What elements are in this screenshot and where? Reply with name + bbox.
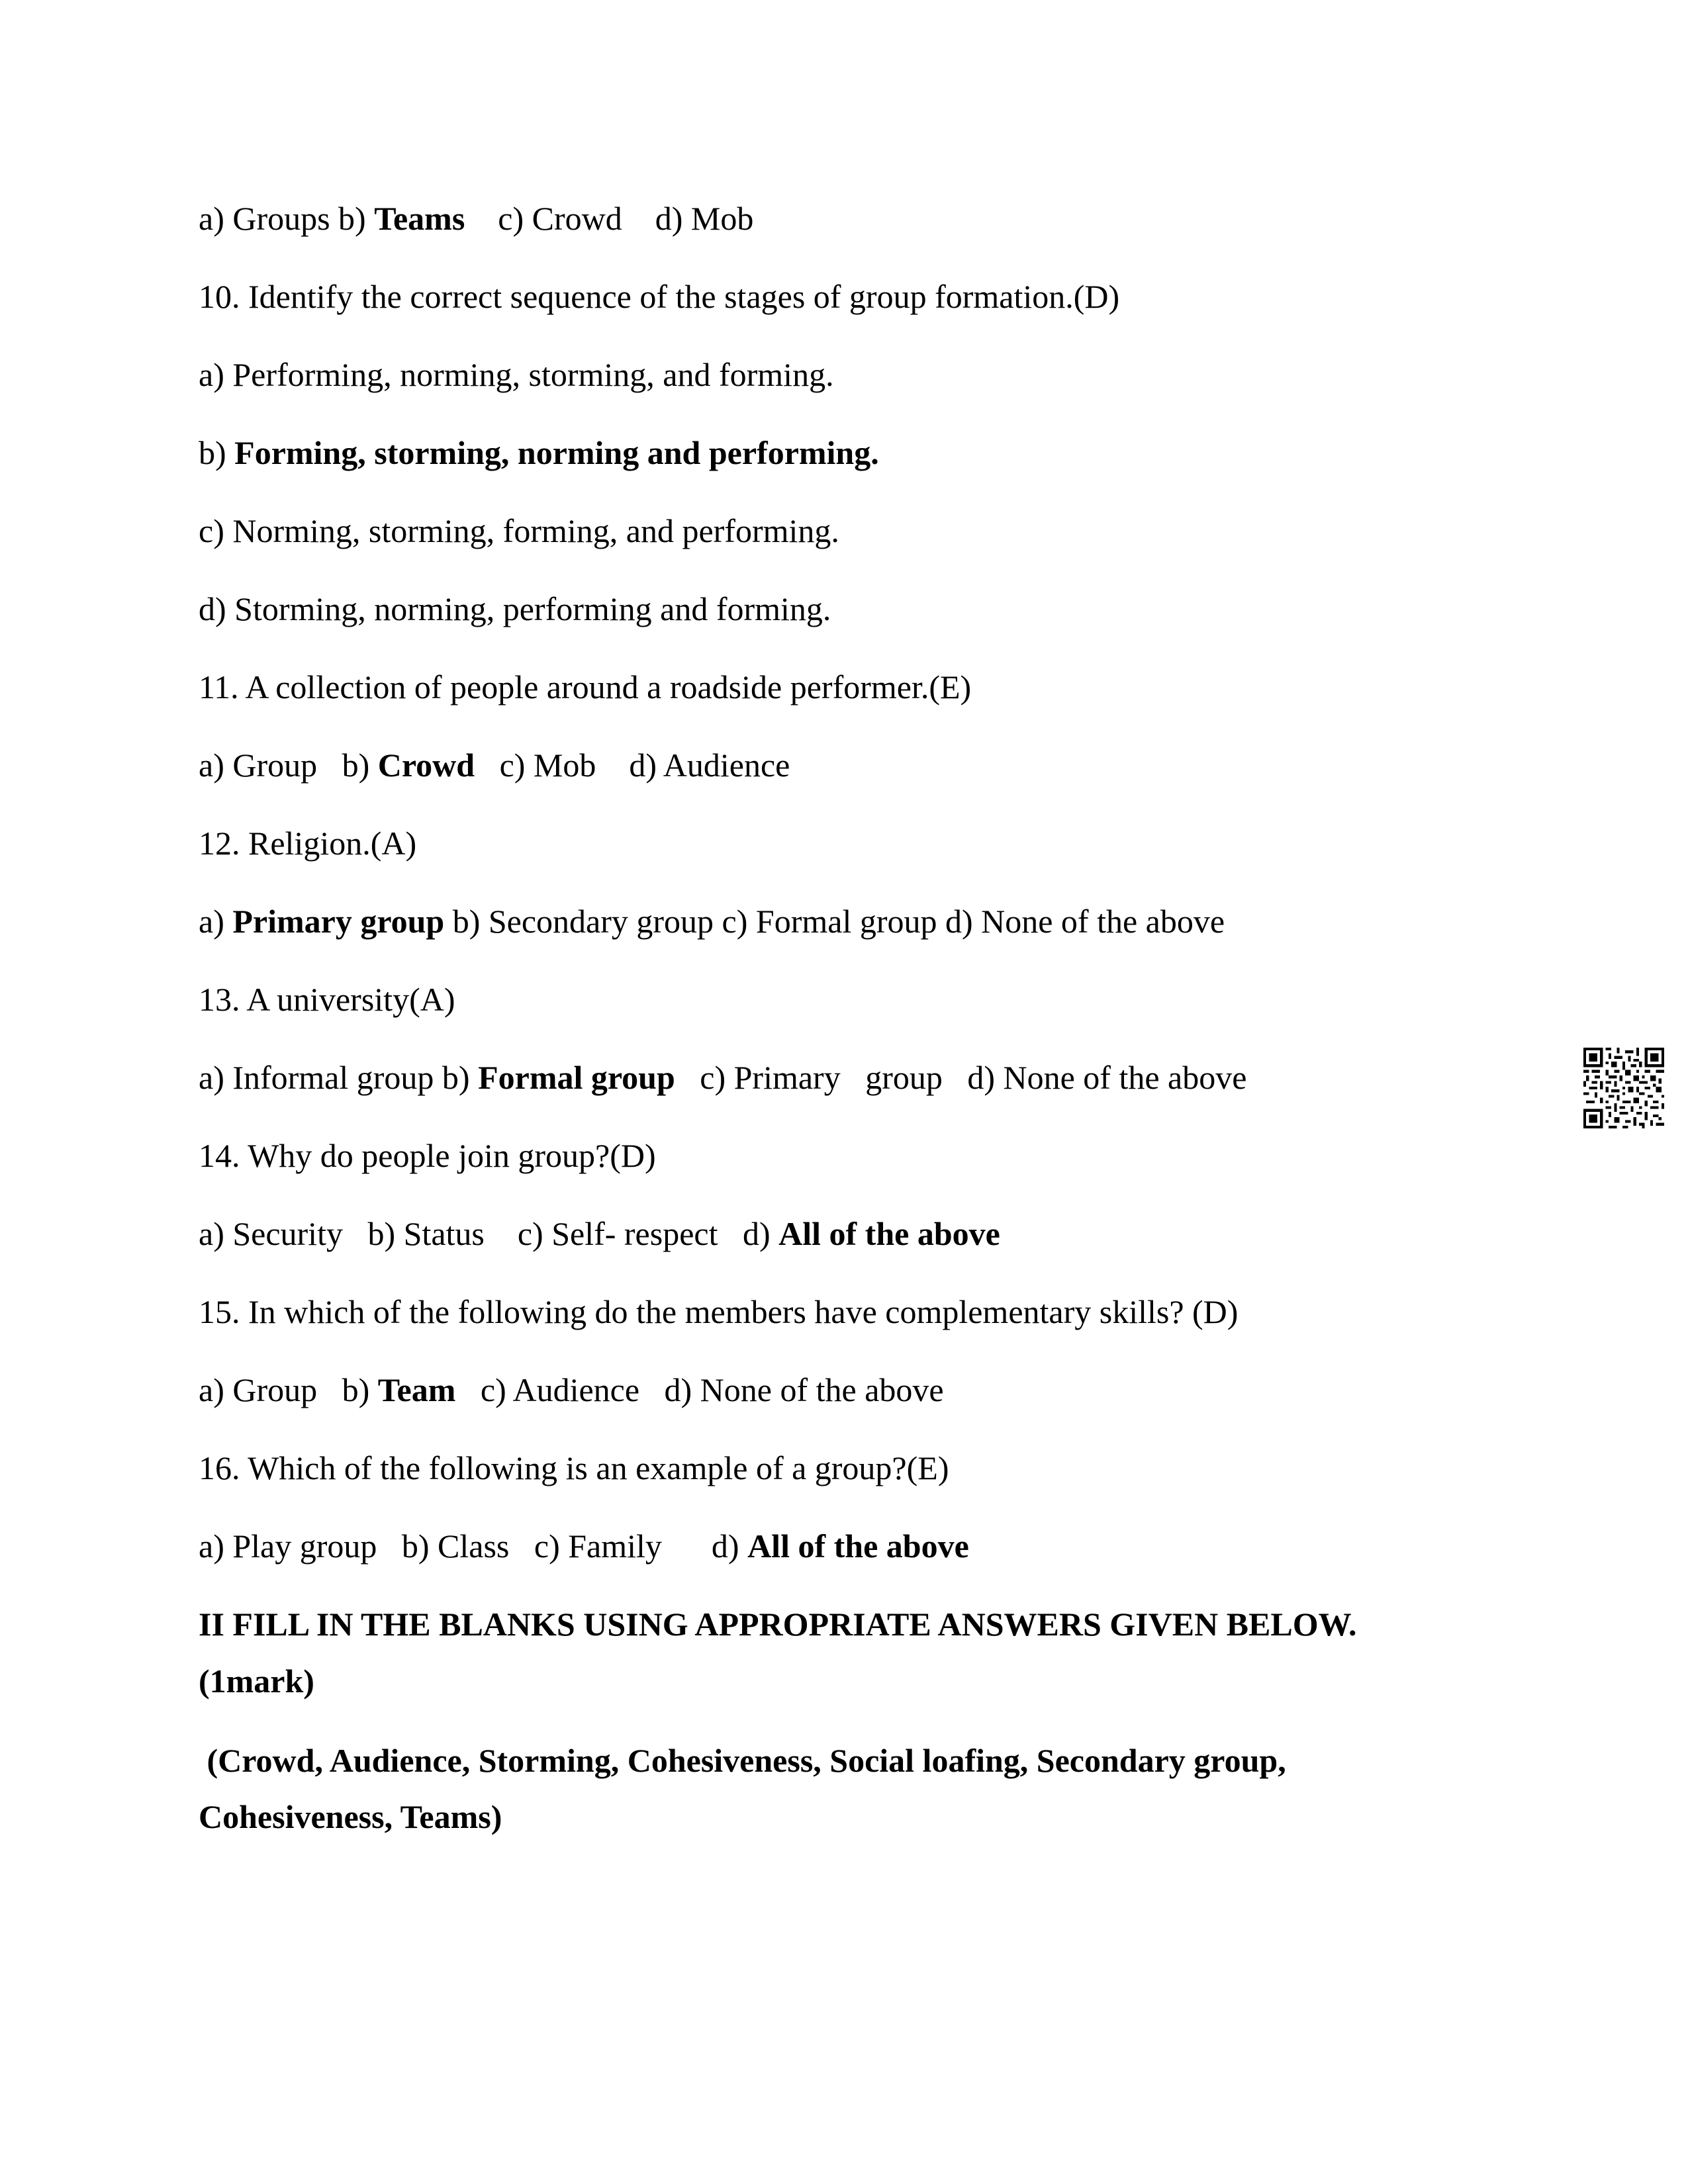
q12-question xyxy=(199,823,416,863)
text: a) Group b) xyxy=(199,747,378,784)
answer-bank-line-1 xyxy=(199,1741,1286,1780)
q14-question xyxy=(199,1136,656,1175)
bold-text: (Crowd, Audience, Storming, Cohesiveness, Social loafing, Secondary group, xyxy=(199,1742,1286,1779)
answer-bank-line-2 xyxy=(199,1797,502,1837)
q13-options xyxy=(199,1058,1246,1097)
q10-option-b xyxy=(199,433,879,473)
bold-text: (1mark) xyxy=(199,1662,314,1700)
bold-text: Cohesiveness, Teams) xyxy=(199,1798,502,1835)
q14-options xyxy=(199,1214,1000,1253)
q10-question xyxy=(199,277,1119,316)
text: a) Group b) xyxy=(199,1371,378,1408)
q11-question xyxy=(199,667,971,707)
text: c) Crowd d) Mob xyxy=(465,200,754,237)
q12-options xyxy=(199,901,1225,941)
text: 16. Which of the following is an example of a group?(E) xyxy=(199,1449,949,1486)
qr-code-icon xyxy=(1583,1048,1664,1128)
text: 12. Religion.(A) xyxy=(199,825,417,862)
text: a) Informal group b) xyxy=(199,1059,479,1096)
text: 11. A collection of people around a roadside performer.(E) xyxy=(199,668,972,705)
bold-text: II FILL IN THE BLANKS USING APPROPRIATE ANSWERS GIVEN BELOW. xyxy=(199,1606,1357,1643)
text: 10. Identify the correct sequence of the stages of group formation.(D) xyxy=(199,278,1120,315)
q15-question xyxy=(199,1292,1238,1332)
text: a) xyxy=(199,903,233,940)
q15-options xyxy=(199,1370,944,1410)
text: c) Mob d) Audience xyxy=(475,747,790,784)
text: 13. A university(A) xyxy=(199,981,455,1018)
text: a) Performing, norming, storming, and forming. xyxy=(199,356,834,393)
text: b) xyxy=(199,434,235,471)
q10-option-c xyxy=(199,511,839,551)
q16-options xyxy=(199,1526,969,1566)
bold-text: Team xyxy=(377,1371,456,1408)
q10-option-d xyxy=(199,589,831,629)
text: b) Secondary group c) Formal group d) None of the above xyxy=(444,903,1225,940)
q9-options xyxy=(199,199,753,238)
text: c) Audience d) None of the above xyxy=(455,1371,944,1408)
text: 14. Why do people join group?(D) xyxy=(199,1137,656,1174)
q16-question xyxy=(199,1448,949,1488)
q11-options xyxy=(199,745,790,785)
text: a) Play group b) Class c) Family d) xyxy=(199,1527,748,1565)
text: d) Storming, norming, performing and forming. xyxy=(199,590,831,627)
bold-text: Primary group xyxy=(232,903,445,940)
bold-text: Forming, storming, norming and performing. xyxy=(234,434,879,471)
q10-option-a xyxy=(199,355,834,394)
q13-question xyxy=(199,979,455,1019)
bold-text: All of the above xyxy=(778,1215,1000,1252)
text: 15. In which of the following do the members have complementary skills? (D) xyxy=(199,1293,1239,1330)
bold-text: Crowd xyxy=(377,747,475,784)
bold-text: Formal group xyxy=(478,1059,675,1096)
text: c) Primary group d) None of the above xyxy=(675,1059,1247,1096)
text: c) Norming, storming, forming, and performing. xyxy=(199,512,839,549)
section-marks xyxy=(199,1661,314,1701)
text: a) Security b) Status c) Self- respect d) xyxy=(199,1215,779,1252)
bold-text: All of the above xyxy=(747,1527,969,1565)
text: a) Groups b) xyxy=(199,200,375,237)
section-heading xyxy=(199,1604,1357,1644)
bold-text: Teams xyxy=(374,200,465,237)
